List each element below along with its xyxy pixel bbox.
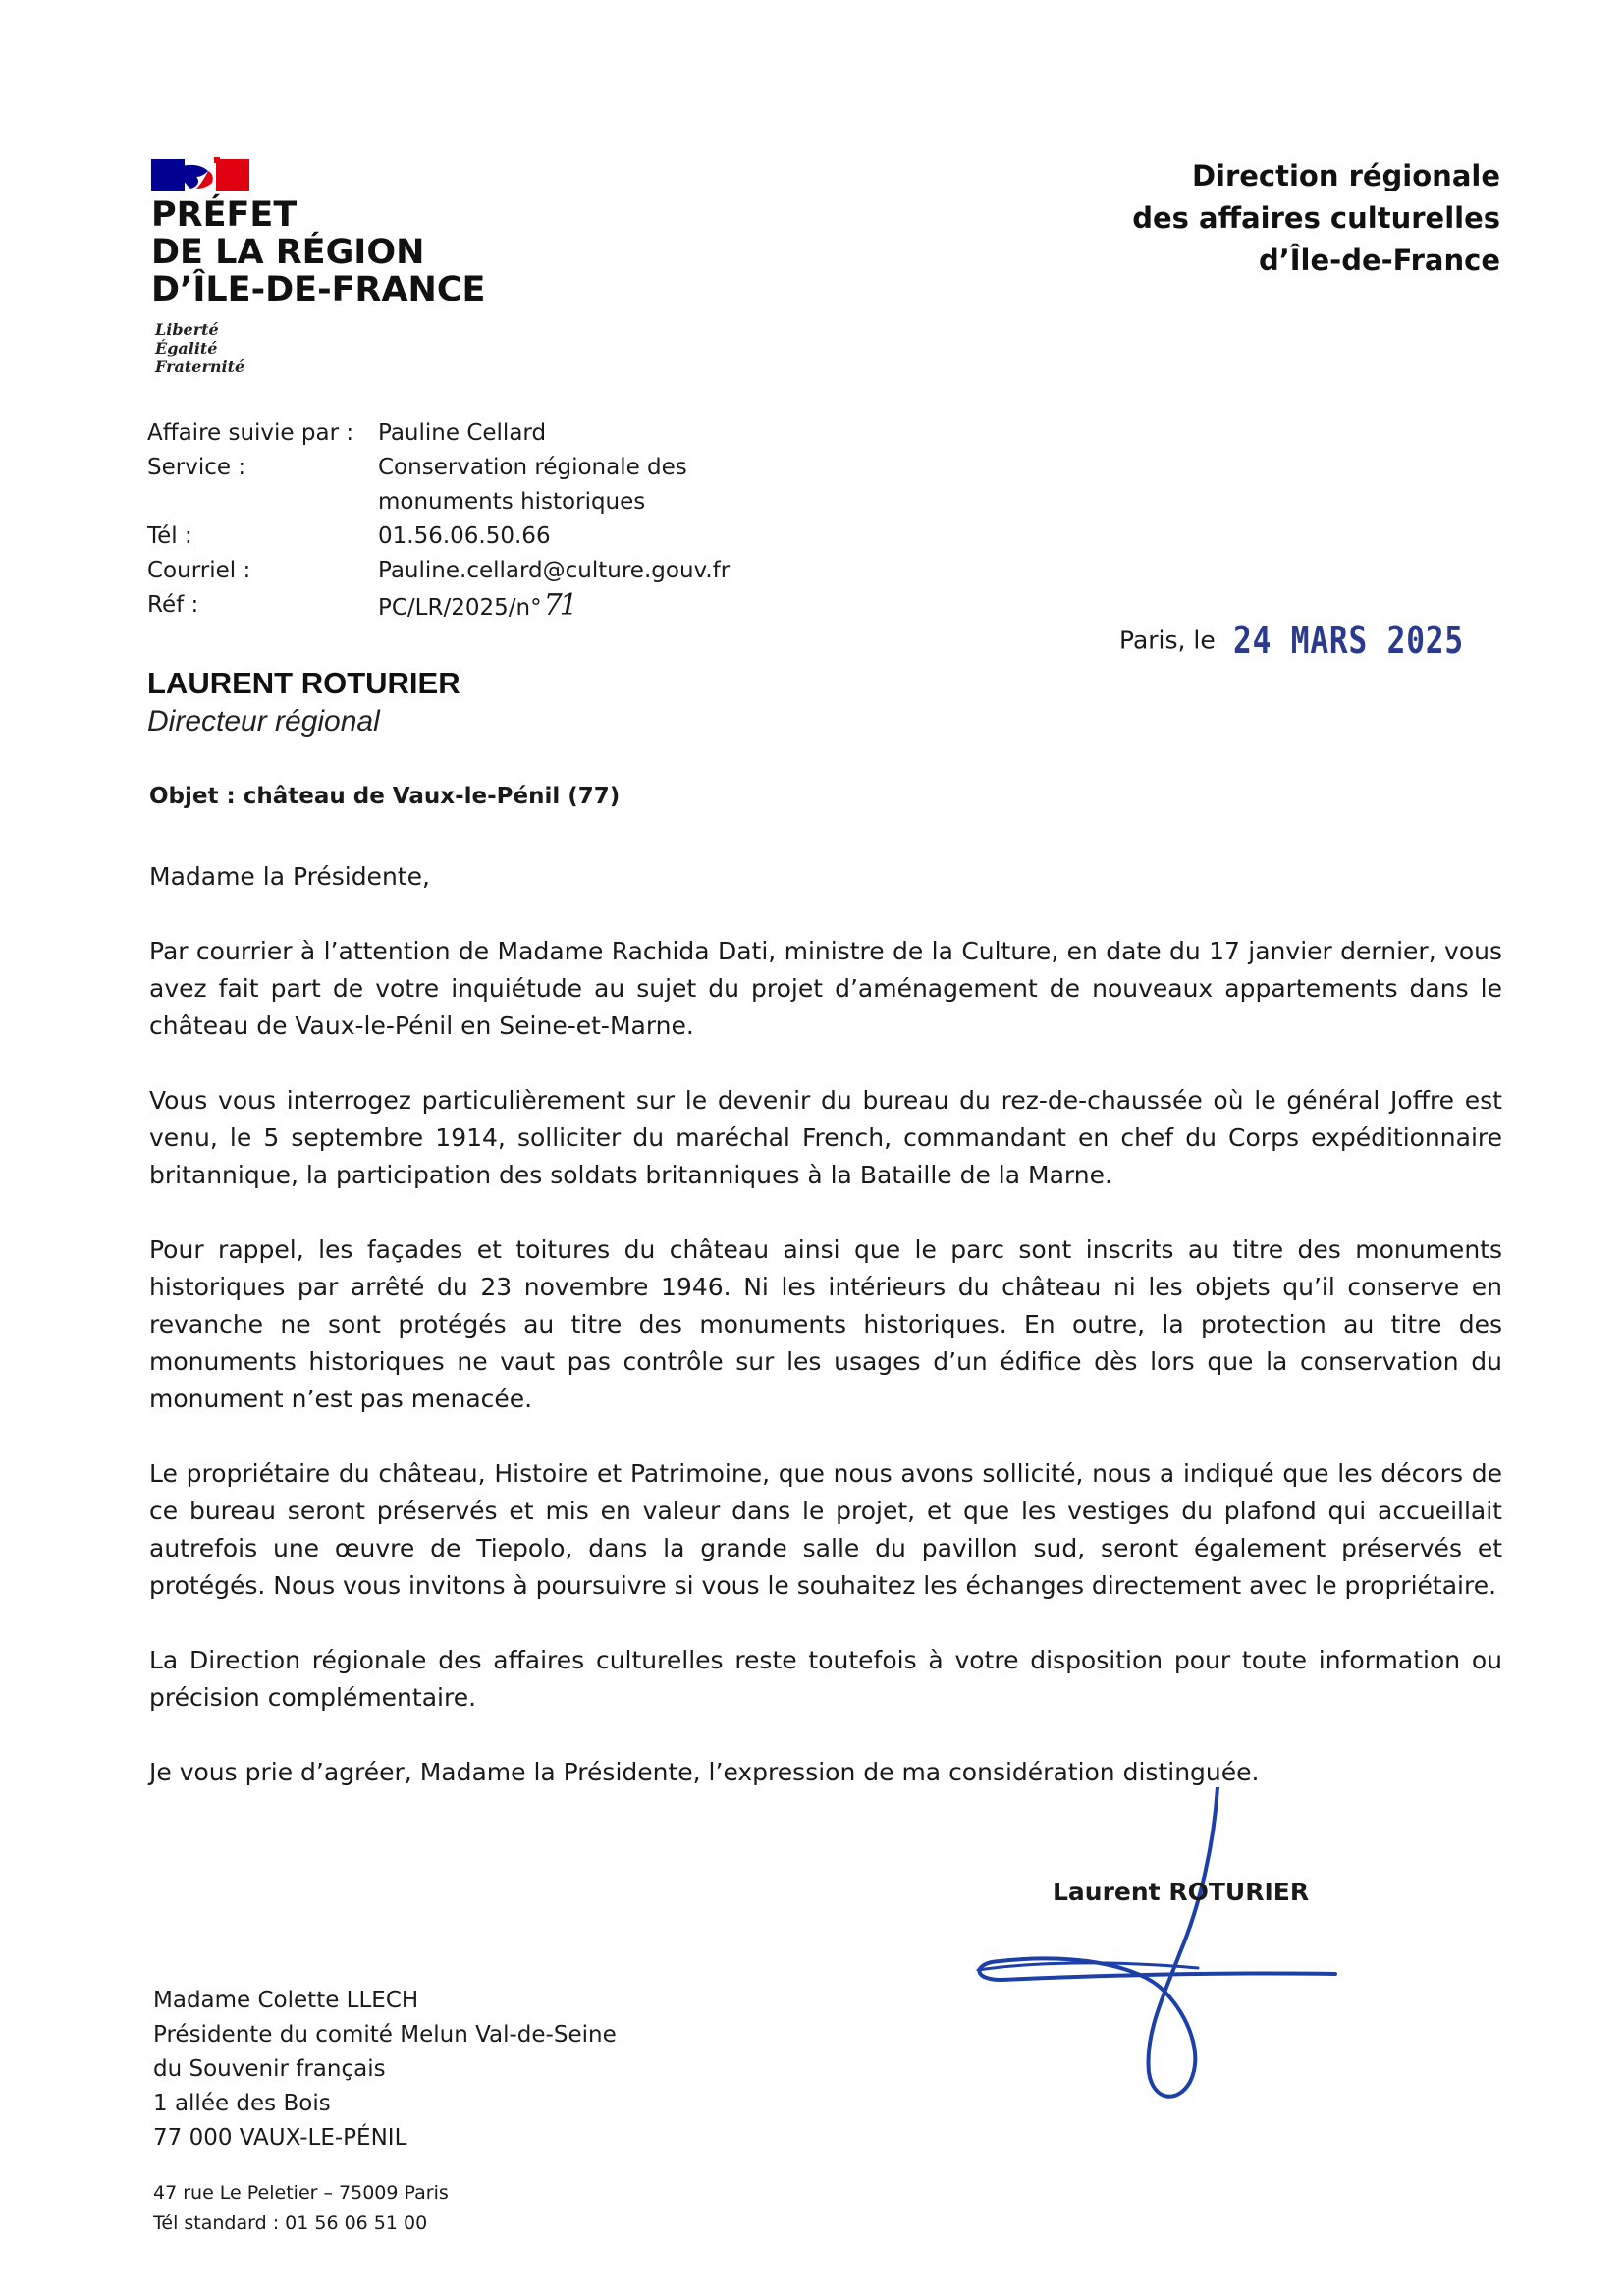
- contact-label: Tél :: [147, 523, 192, 549]
- contact-row: [147, 588, 730, 626]
- contact-value: monuments historiques: [378, 489, 646, 515]
- reference-prefix: PC/LR/2025/n°: [378, 595, 542, 621]
- motto-line: Fraternité: [155, 357, 245, 376]
- date-label: Paris, le: [1119, 626, 1216, 655]
- paragraph: Vous vous interrogez particulièrement sur le devenir du bureau du rez-de-chaussée où le général Joffre est venu, le 5 septembre 1914, solliciter du maréchal French, commandant en chef du Corps expéditionnaire britannique, la participation des soldats britanniques à la Bataille de la Marne.: [149, 1086, 1502, 1189]
- paragraph: Pour rappel, les façades et toitures du château ainsi que le parc sont inscrits au titre des monuments historiques par arrêté du 23 novembre 1946. Ni les intérieurs du château ni les objets qu’il conserve en revanche ne sont protégés au titre des monuments historiques. En outre, la protection au titre des monuments historiques ne vaut pas contrôle sur les usages d’un édifice dès lors que la conservation du monument n’est pas menacée.: [149, 1235, 1502, 1413]
- department-line: des affaires culturelles: [1132, 201, 1500, 235]
- sender-footer: [153, 2178, 449, 2239]
- prefet-line: PRÉFET: [151, 195, 298, 235]
- signatory-header: [147, 664, 460, 740]
- closing-formula: Je vous prie d’agréer, Madame la Présidente, l’expression de ma considération distinguée.: [149, 1758, 1260, 1786]
- paragraph: Le propriétaire du château, Histoire et Patrimoine, que nous avons sollicité, nous a indiqué que les décors de ce bureau seront préservés et mis en valeur dans le projet, et que les vestiges du plafond qui accueillait autrefois une œuvre de Tiepolo, dans la grande salle du pavillon sud, seront également préservés et protégés. Nous vous invitons à poursuivre si vous le souhaitez les échanges directement avec le propriétaire.: [149, 1459, 1502, 1600]
- recipient-line: du Souvenir français: [153, 2056, 386, 2082]
- contact-email: Pauline.cellard@culture.gouv.fr: [378, 558, 731, 583]
- issuing-department: [1132, 155, 1500, 282]
- contact-row: [147, 485, 730, 519]
- contact-value: 01.56.06.50.66: [378, 523, 551, 549]
- recipient-address: [153, 1984, 617, 2156]
- signer-name: Laurent ROTURIER: [1053, 1878, 1310, 1906]
- date-line: [1119, 619, 1514, 662]
- paragraph: Par courrier à l’attention de Madame Rachida Dati, ministre de la Culture, en date du 17 janvier dernier, vous avez fait part de votre inquiétude au sujet du projet d’aménagement de nouveaux appartements dans le château de Vaux-le-Pénil en Seine-et-Marne.: [149, 937, 1502, 1040]
- letter-body: [149, 858, 1502, 1791]
- reference-value: [378, 588, 575, 626]
- salutation: Madame la Présidente,: [149, 862, 430, 891]
- contact-row: [147, 451, 730, 485]
- paragraph: La Direction régionale des affaires culturelles reste toutefois à votre disposition pour toute information ou précision complémentaire.: [149, 1646, 1502, 1712]
- contact-block: [147, 416, 730, 626]
- prefet-line: DE LA RÉGION: [151, 233, 425, 272]
- handwritten-signature-icon: [972, 1787, 1345, 2111]
- contact-value: Pauline Cellard: [378, 420, 547, 446]
- department-line: Direction régionale: [1191, 159, 1500, 192]
- contact-label: Réf :: [147, 592, 199, 618]
- footer-address: 47 rue Le Peletier – 75009 Paris: [153, 2182, 449, 2204]
- motto-line: Égalité: [155, 339, 218, 357]
- contact-value: Conservation régionale des: [378, 455, 687, 480]
- recipient-line: Présidente du comité Melun Val-de-Seine: [153, 2022, 617, 2048]
- footer-phone: Tél standard : 01 56 06 51 00: [153, 2213, 428, 2234]
- reference-handwritten-number: 71: [543, 588, 575, 623]
- department-line: d’Île-de-France: [1258, 244, 1500, 277]
- signatory-title: Directeur régional: [147, 705, 380, 738]
- motto-line: Liberté: [155, 320, 219, 339]
- signatory-name: LAURENT ROTURIER: [147, 666, 460, 700]
- contact-label: Courriel :: [147, 558, 251, 583]
- marianne-logo-icon: [151, 155, 249, 194]
- contact-row: [147, 554, 730, 588]
- recipient-line: Madame Colette LLECH: [153, 1988, 419, 2013]
- date-stamp: 24 MARS 2025: [1232, 619, 1464, 662]
- letter-subject: Objet : château de Vaux-le-Pénil (77): [149, 784, 621, 809]
- recipient-line: 1 allée des Bois: [153, 2091, 331, 2116]
- contact-label: Service :: [147, 455, 246, 480]
- recipient-line: 77 000 VAUX-LE-PÉNIL: [153, 2125, 407, 2151]
- contact-row: [147, 519, 730, 554]
- contact-label: Affaire suivie par :: [147, 420, 354, 446]
- prefet-line: D’ÎLE-DE-FRANCE: [151, 270, 486, 309]
- prefet-title: [151, 196, 485, 308]
- republic-motto: [155, 320, 244, 376]
- contact-label: [147, 485, 378, 519]
- contact-row: [147, 416, 730, 451]
